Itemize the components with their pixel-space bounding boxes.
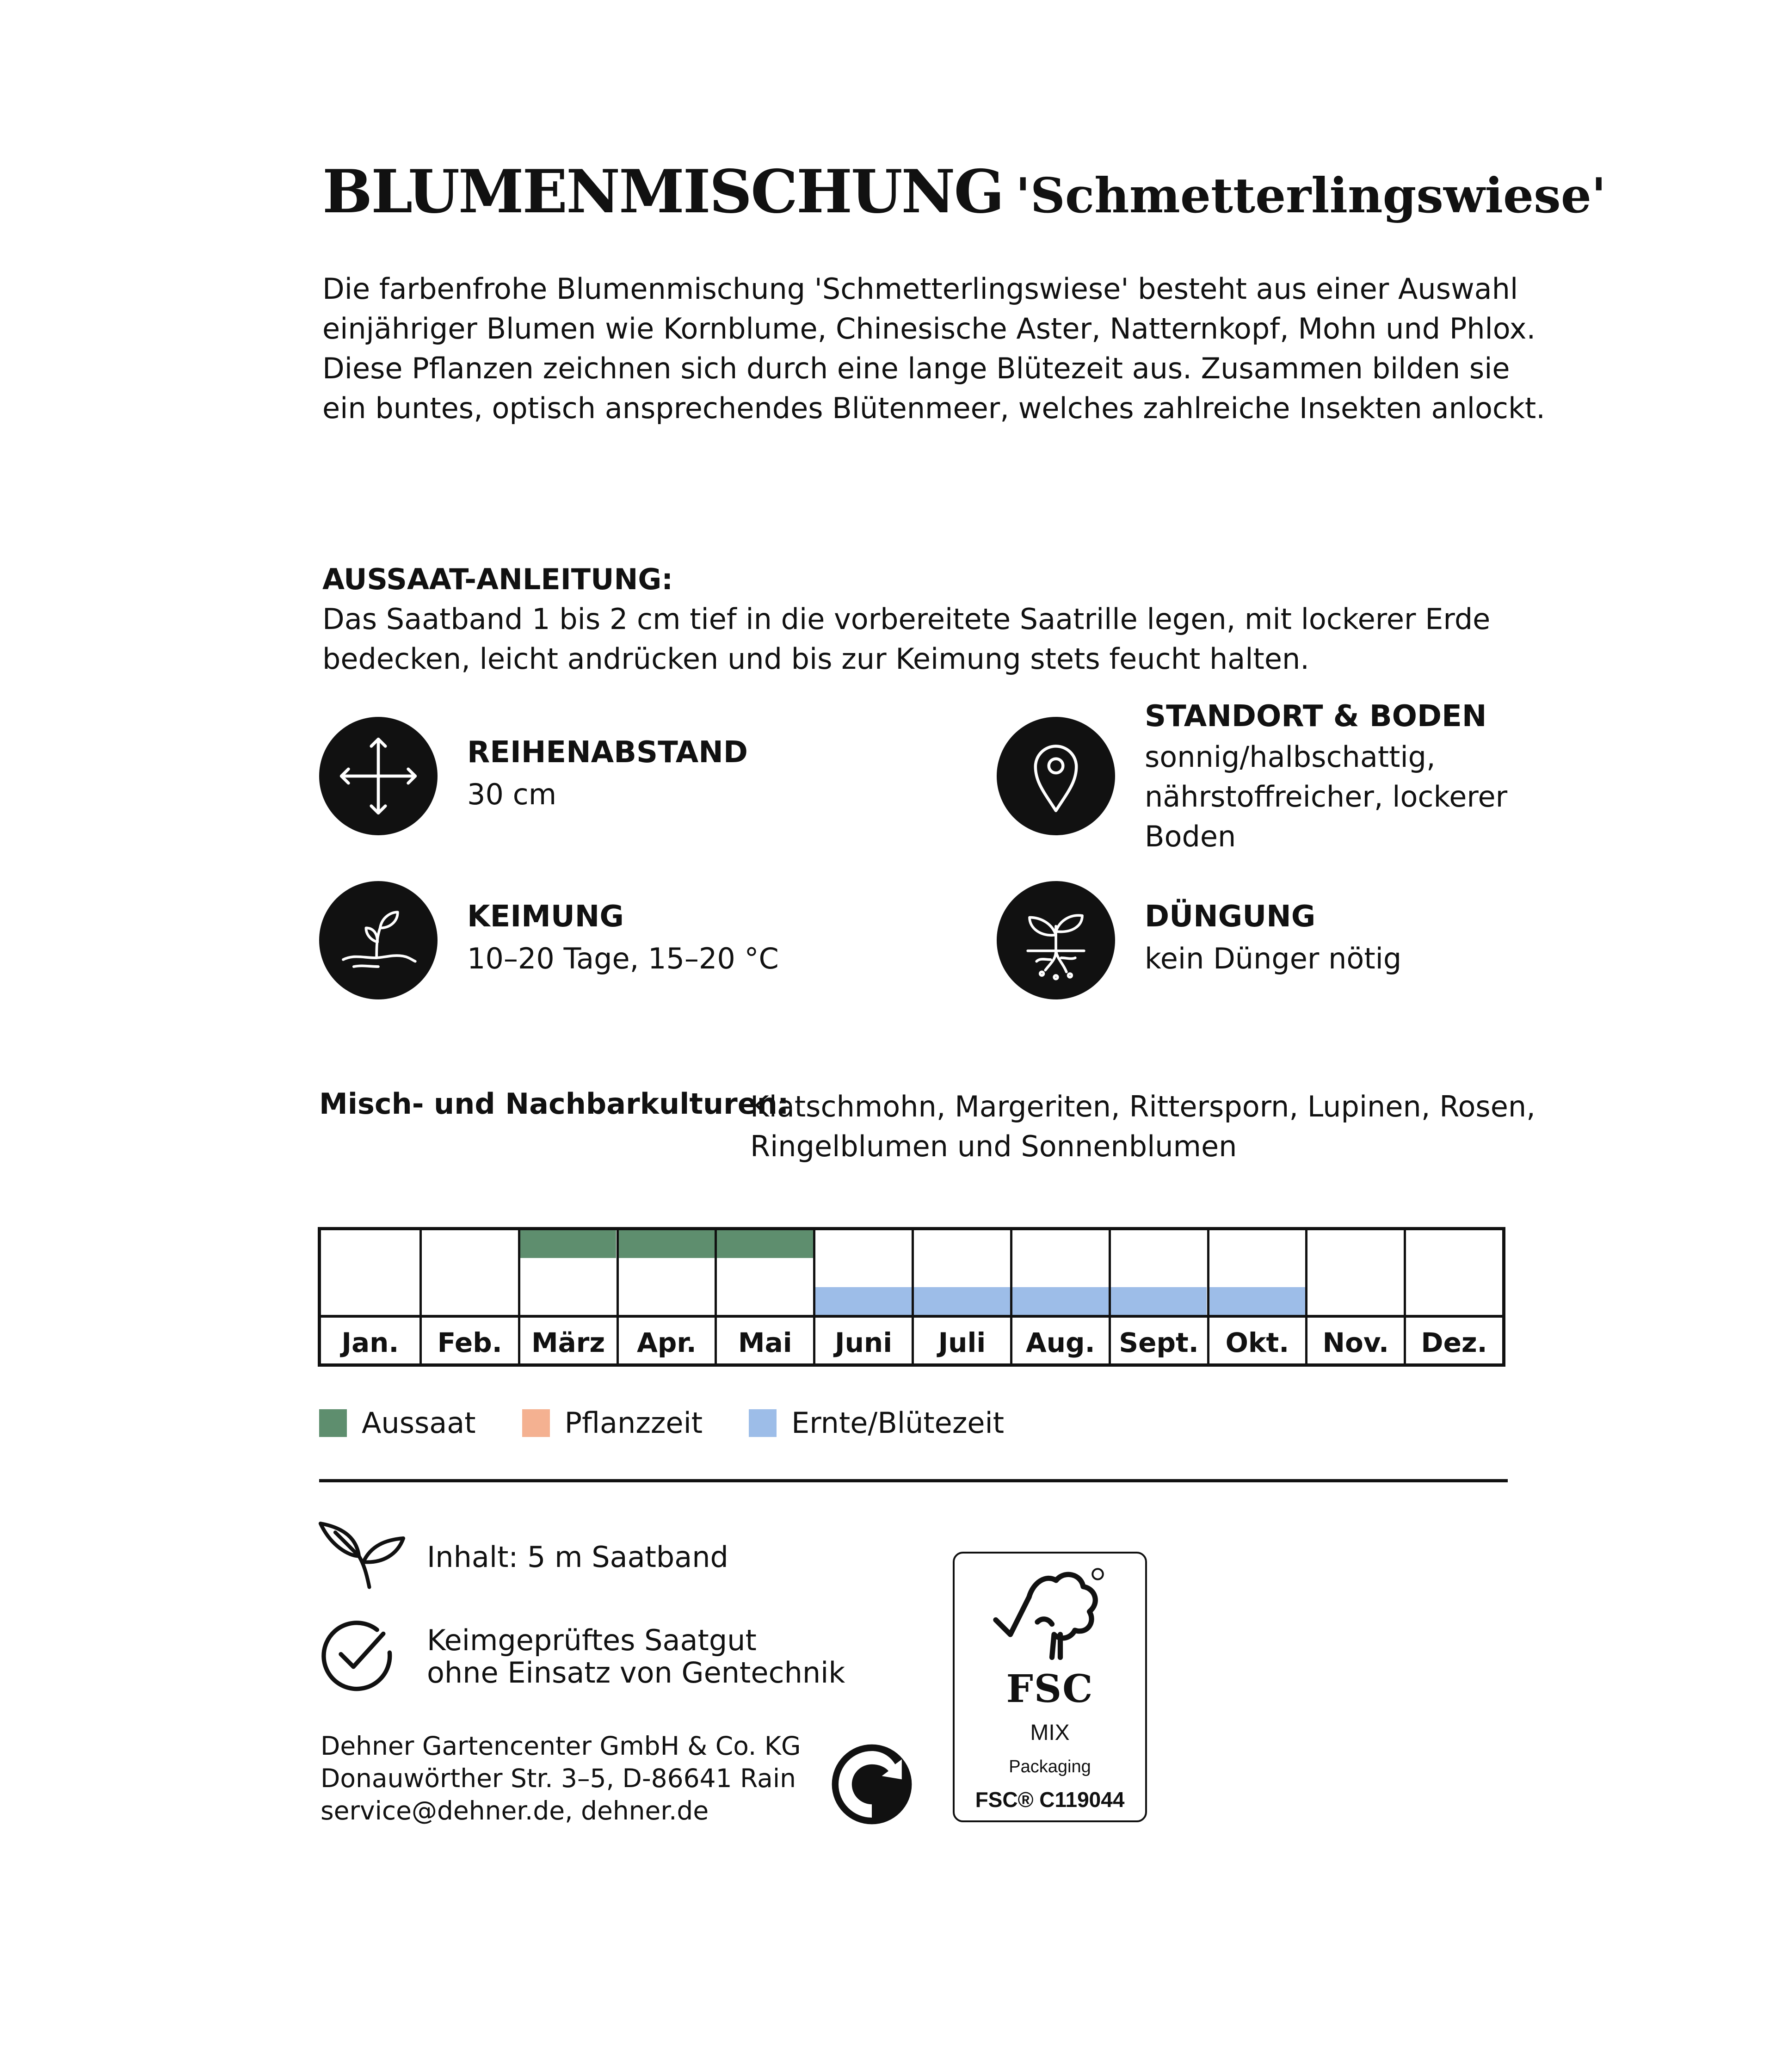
company-address xyxy=(321,1730,801,1827)
sowing-line: Das Saatband 1 bis 2 cm tief in die vorbereitete Saatrille legen, mit lockerer Erde xyxy=(322,602,1491,636)
calendar-month xyxy=(321,1230,419,1363)
calendar-month-label: Jan. xyxy=(341,1326,399,1358)
calendar-month-label: Dez. xyxy=(1421,1326,1487,1358)
sowing-bar xyxy=(520,1230,617,1258)
green-dot-icon xyxy=(830,1743,913,1828)
calendar-month xyxy=(518,1230,617,1363)
location-text xyxy=(1145,737,1507,857)
quality-line: ohne Einsatz von Gentechnik xyxy=(427,1656,845,1690)
address-line: service@dehner.de, dehner.de xyxy=(321,1796,709,1825)
calendar-month xyxy=(813,1230,912,1363)
description-line: ein buntes, optisch ansprechendes Blütenmeer, welches zahlreiche Insekten anlockt. xyxy=(322,391,1545,425)
calendar-month xyxy=(1207,1230,1306,1363)
calendar-month xyxy=(1109,1230,1207,1363)
harvest-bar xyxy=(914,1287,1010,1315)
calendar-month xyxy=(419,1230,518,1363)
sowing-bar xyxy=(619,1230,715,1258)
sowing-line: bedecken, leicht andrücken und bis zur Keimung stets feucht halten. xyxy=(322,642,1309,676)
description-line: Diese Pflanzen zeichnen sich durch eine lange Blütezeit aus. Zusammen bilden sie xyxy=(322,352,1510,385)
leaves-icon xyxy=(314,1516,409,1592)
calendar-legend xyxy=(319,1406,1050,1440)
product-title-main: BLUMENMISCHUNG xyxy=(322,157,1003,227)
calendar-month-label: Okt. xyxy=(1225,1326,1289,1358)
quality-line: Keimgeprüftes Saatgut xyxy=(427,1623,757,1657)
companions-list xyxy=(750,1087,1536,1166)
calendar-month-label: Juli xyxy=(938,1326,986,1358)
calendar-month-label: Apr. xyxy=(637,1326,697,1358)
calendar-month xyxy=(617,1230,715,1363)
row-spacing-value: 30 cm xyxy=(467,777,557,811)
product-description xyxy=(322,269,1545,428)
legend-swatch-planting xyxy=(522,1409,550,1437)
calendar-month-label: Mai xyxy=(738,1326,792,1358)
product-title-variety: 'Schmetterlingswiese' xyxy=(1015,167,1606,224)
divider xyxy=(319,1479,1508,1482)
address-line: Dehner Gartencenter GmbH & Co. KG xyxy=(321,1731,801,1761)
calendar-month xyxy=(715,1230,813,1363)
fsc-packaging: Packaging xyxy=(1009,1757,1091,1776)
calendar-month-label: Aug. xyxy=(1025,1326,1095,1358)
fsc-label xyxy=(953,1552,1147,1822)
calendar-month-label: Nov. xyxy=(1322,1326,1389,1358)
calendar-month-label: Sept. xyxy=(1119,1326,1199,1358)
calendar-divider xyxy=(321,1315,1502,1318)
harvest-bar xyxy=(1209,1287,1306,1315)
germination-value: 10–20 Tage, 15–20 °C xyxy=(467,942,779,975)
legend-label-sowing: Aussaat xyxy=(362,1406,476,1440)
seasonal-calendar xyxy=(318,1227,1505,1367)
fertilizing-heading: DÜNGUNG xyxy=(1145,900,1316,934)
calendar-month xyxy=(1305,1230,1404,1363)
fsc-tree-check-icon xyxy=(955,1565,1145,1673)
location-line: nährstoffreicher, lockerer xyxy=(1145,780,1508,814)
checkmark-circle-icon xyxy=(317,1616,396,1697)
address-line: Donauwörther Str. 3–5, D-86641 Rain xyxy=(321,1764,796,1793)
sowing-bar xyxy=(717,1230,813,1258)
arrows-cross-icon xyxy=(319,717,438,835)
fertilizing-value: kein Dünger nötig xyxy=(1145,942,1402,975)
legend-swatch-harvest xyxy=(749,1409,777,1437)
quality-text xyxy=(427,1624,845,1689)
fsc-mix: MIX xyxy=(1030,1720,1070,1745)
calendar-month-label: Feb. xyxy=(437,1326,502,1358)
description-line: Die farbenfrohe Blumenmischung 'Schmetterlingswiese' besteht aus einer Auswahl xyxy=(322,272,1518,306)
fsc-logo-text: FSC xyxy=(1006,1667,1094,1711)
sowing-heading: AUSSAAT-ANLEITUNG: xyxy=(322,562,673,596)
companions-heading: Misch- und Nachbarkulturen: xyxy=(319,1087,789,1121)
companions-line: Klatschmohn, Margeriten, Rittersporn, Lupinen, Rosen, xyxy=(750,1090,1536,1123)
companions-line: Ringelblumen und Sonnenblumen xyxy=(750,1129,1237,1163)
calendar-month xyxy=(1010,1230,1109,1363)
harvest-bar xyxy=(1012,1287,1109,1315)
calendar-month-label: Juni xyxy=(835,1326,893,1358)
location-pin-icon xyxy=(997,717,1115,835)
harvest-bar xyxy=(1111,1287,1207,1315)
description-line: einjähriger Blumen wie Kornblume, Chinesische Aster, Natternkopf, Mohn und Phlox. xyxy=(322,312,1536,345)
location-heading: STANDORT & BODEN xyxy=(1145,699,1487,734)
product-title xyxy=(322,157,1606,227)
row-spacing-heading: REIHENABSTAND xyxy=(467,735,748,770)
content-text: Inhalt: 5 m Saatband xyxy=(427,1540,728,1574)
sowing-instructions xyxy=(322,599,1490,679)
fsc-code: FSC® C119044 xyxy=(975,1788,1125,1812)
calendar-month xyxy=(912,1230,1010,1363)
seedling-icon xyxy=(319,881,438,999)
calendar-month-label: März xyxy=(531,1326,605,1358)
plant-roots-icon xyxy=(997,881,1115,999)
calendar-month xyxy=(1404,1230,1502,1363)
location-line: Boden xyxy=(1145,820,1236,853)
harvest-bar xyxy=(815,1287,912,1315)
legend-swatch-sowing xyxy=(319,1409,347,1437)
location-line: sonnig/halbschattig, xyxy=(1145,740,1436,774)
legend-label-harvest: Ernte/Blütezeit xyxy=(791,1406,1005,1440)
legend-label-planting: Pflanzzeit xyxy=(564,1406,703,1440)
germination-heading: KEIMUNG xyxy=(467,900,624,934)
